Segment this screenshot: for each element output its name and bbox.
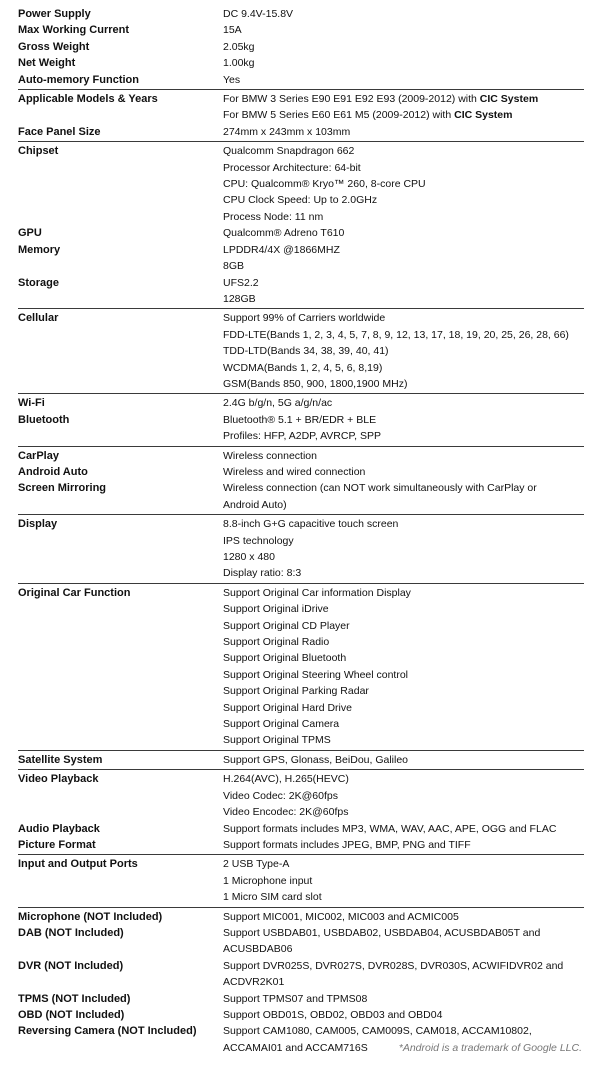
spec-values (223, 464, 584, 480)
spec-label: Max Working Current (18, 24, 130, 37)
spec-value: Wireless connection (can NOT work simultaneously with CarPlay or (223, 482, 537, 495)
spec-row-original-car-function (18, 585, 584, 749)
spec-value: 1 Micro SIM card slot (223, 891, 322, 904)
spec-label: Picture Format (18, 838, 96, 851)
spec-value: GSM(Bands 850, 900, 1800,1900 MHz) (223, 377, 408, 390)
spec-value: 2.05kg (223, 40, 255, 53)
spec-group (18, 771, 584, 855)
spec-group (18, 310, 584, 394)
spec-value-emphasis: CIC System (479, 93, 539, 106)
spec-group (18, 143, 584, 309)
spec-value: Wireless connection (223, 449, 317, 462)
spec-label: CarPlay (18, 449, 59, 462)
spec-row-audio-playback (18, 821, 584, 837)
spec-label: Microphone (NOT Included) (18, 910, 163, 923)
spec-label: GPU (18, 227, 42, 240)
spec-values (223, 91, 584, 124)
spec-values (223, 480, 584, 513)
spec-value: 1 Microphone input (223, 874, 313, 887)
spec-row-cellular (18, 310, 584, 392)
spec-label: DVR (NOT Included) (18, 959, 124, 972)
spec-row-memory (18, 242, 584, 275)
spec-value: LPDDR4/4X @1866MHZ (223, 243, 340, 256)
spec-value (223, 91, 584, 107)
spec-values (223, 856, 584, 905)
spec-group (18, 395, 584, 446)
spec-values (223, 124, 584, 140)
spec-values (223, 412, 584, 445)
spec-value: Process Node: 11 nm (223, 210, 324, 223)
spec-value: Support MIC001, MIC002, MIC003 and ACMIC005 (223, 910, 459, 923)
spec-row-microphone-not-included (18, 909, 584, 925)
spec-value: Support Original Car information Display (223, 586, 411, 599)
spec-value: DC 9.4V-15.8V (223, 8, 294, 20)
spec-group (18, 585, 584, 751)
spec-value: 2.4G b/g/n, 5G a/g/n/ac (223, 397, 333, 410)
spec-row-gross-weight (18, 39, 584, 55)
spec-values (223, 6, 584, 22)
spec-label: Wi-Fi (18, 397, 45, 410)
spec-row-power-supply (18, 6, 584, 22)
spec-value: Qualcomm Snapdragon 662 (223, 145, 355, 158)
spec-label: Video Playback (18, 773, 99, 786)
spec-value: Qualcomm® Adreno T610 (223, 227, 345, 240)
spec-value: 15A (223, 24, 242, 37)
spec-label: Chipset (18, 145, 59, 158)
spec-group (18, 909, 584, 1058)
spec-label: DAB (NOT Included) (18, 926, 124, 939)
spec-value: FDD-LTE(Bands 1, 2, 3, 4, 5, 7, 8, 9, 12, 13, 17, 18, 19, 20, 25, 26, 28, 66) (223, 328, 569, 341)
spec-value: 1.00kg (223, 57, 255, 70)
spec-value: Support Original iDrive (223, 603, 329, 616)
spec-values (223, 72, 584, 88)
spec-value: H.264(AVC), H.265(HEVC) (223, 773, 349, 786)
spec-group (18, 516, 584, 584)
spec-group (18, 91, 584, 142)
spec-label: Screen Mirroring (18, 482, 107, 495)
spec-value: CPU Clock Speed: Up to 2.0GHz (223, 194, 378, 207)
spec-row-display (18, 516, 584, 582)
spec-value: Support formats includes JPEG, BMP, PNG and TIFF (223, 838, 471, 851)
spec-value: 8.8-inch G+G capacitive touch screen (223, 518, 399, 531)
spec-value: Support Original Parking Radar (223, 685, 369, 698)
spec-value: Support formats includes MP3, WMA, WAV, AAC, APE, OGG and FLAC (223, 822, 557, 835)
spec-row-video-playback (18, 771, 584, 820)
spec-value: Support DVR025S, DVR027S, DVR028S, DVR030S, ACWIFIDVR02 and (223, 959, 564, 972)
spec-values (223, 821, 584, 837)
spec-label: Android Auto (18, 465, 88, 478)
spec-label: Bluetooth (18, 413, 70, 426)
spec-label: Power Supply (18, 8, 91, 20)
spec-group (18, 448, 584, 516)
spec-label: Applicable Models & Years (18, 93, 158, 106)
spec-value: Video Encodec: 2K@60fps (223, 806, 349, 819)
spec-label: Auto-memory Function (18, 73, 139, 86)
spec-value (223, 107, 584, 123)
spec-value: IPS technology (223, 534, 294, 547)
spec-value: 274mm x 243mm x 103mm (223, 125, 351, 138)
spec-value: CPU: Qualcomm® Kryo™ 260, 8-core CPU (223, 178, 426, 191)
spec-value: Yes (223, 73, 241, 86)
spec-value-text: For BMW 3 Series E90 E91 E92 E93 (2009-2012) with (223, 93, 480, 106)
spec-group (18, 6, 584, 90)
spec-value: Support Original Camera (223, 718, 340, 731)
spec-value-text: For BMW 5 Series E60 E61 M5 (2009-2012) with (223, 109, 455, 122)
spec-value: Support Original Steering Wheel control (223, 668, 409, 681)
spec-values (223, 958, 584, 991)
spec-label: Gross Weight (18, 40, 90, 53)
spec-values (223, 771, 584, 820)
spec-value: WCDMA(Bands 1, 2, 4, 5, 6, 8,19) (223, 361, 383, 374)
spec-value: UFS2.2 (223, 276, 259, 289)
spec-value: ACUSBDAB06 (223, 943, 293, 956)
spec-row-dvr-not-included (18, 958, 584, 991)
spec-value: Support GPS, Glonass, BeiDou, Galileo (223, 753, 409, 766)
spec-row-applicable-models-years (18, 91, 584, 124)
spec-row-tpms-not-included (18, 991, 584, 1007)
spec-row-bluetooth (18, 412, 584, 445)
spec-value: Support Original TPMS (223, 734, 331, 747)
spec-group (18, 856, 584, 907)
spec-label: Cellular (18, 312, 59, 325)
spec-value: Video Codec: 2K@60fps (223, 789, 338, 802)
spec-value: Bluetooth® 5.1 + BR/EDR + BLE (223, 413, 377, 426)
spec-label: Input and Output Ports (18, 858, 138, 871)
spec-row-android-auto (18, 464, 584, 480)
spec-value: Display ratio: 8:3 (223, 567, 302, 580)
spec-row-max-working-current (18, 22, 584, 38)
spec-value: Support Original CD Player (223, 619, 350, 632)
spec-value: 8GB (223, 260, 245, 273)
spec-row-wi-fi (18, 395, 584, 411)
spec-values (223, 310, 584, 392)
spec-row-storage (18, 275, 584, 308)
spec-value: 1280 x 480 (223, 551, 275, 563)
spec-label: OBD (NOT Included) (18, 1008, 125, 1021)
spec-row-net-weight (18, 55, 584, 71)
spec-values (223, 225, 584, 241)
spec-value: ACDVR2K01 (223, 976, 285, 989)
spec-value: ACCAMAI01 and ACCAM716S (223, 1041, 368, 1054)
spec-label: Audio Playback (18, 822, 100, 835)
spec-value: Support Original Radio (223, 636, 330, 649)
spec-value: Support CAM1080, CAM005, CAM009S, CAM018, ACCAM10802, (223, 1025, 532, 1038)
spec-values (223, 22, 584, 38)
spec-values (223, 55, 584, 71)
spec-value: Support Original Bluetooth (223, 652, 347, 665)
spec-row-dab-not-included (18, 925, 584, 958)
spec-row-obd-not-included (18, 1007, 584, 1023)
spec-values (223, 1007, 584, 1023)
spec-label: Original Car Function (18, 586, 131, 599)
spec-value: 128GB (223, 292, 256, 305)
spec-label: Memory (18, 243, 61, 256)
spec-value: Support 99% of Carriers worldwide (223, 312, 386, 325)
spec-value: Support USBDAB01, USBDAB02, USBDAB04, ACUSBDAB05T and (223, 926, 541, 939)
spec-values (223, 752, 584, 768)
spec-value-emphasis: CIC System (454, 109, 513, 122)
spec-values (223, 516, 584, 582)
spec-values (223, 448, 584, 464)
spec-label: Satellite System (18, 753, 103, 766)
spec-values (223, 395, 584, 411)
spec-row-carplay (18, 448, 584, 464)
spec-value: Wireless and wired connection (223, 465, 366, 478)
spec-values (223, 275, 584, 308)
spec-row-chipset (18, 143, 584, 225)
trademark-footnote: *Android is a trademark of Google LLC. (398, 1042, 582, 1054)
spec-values (223, 991, 584, 1007)
spec-row-picture-format (18, 837, 584, 853)
spec-values (223, 242, 584, 275)
spec-table (18, 6, 584, 1058)
spec-values (223, 143, 584, 225)
spec-row-auto-memory-function (18, 72, 584, 88)
spec-values (223, 925, 584, 958)
spec-row-satellite-system (18, 752, 584, 768)
spec-label: Storage (18, 276, 59, 289)
spec-value: Processor Architecture: 64-bit (223, 161, 361, 174)
spec-group (18, 752, 584, 770)
spec-value: TDD-LTD(Bands 34, 38, 39, 40, 41) (223, 345, 389, 358)
spec-label: Face Panel Size (18, 125, 101, 138)
spec-values (223, 909, 584, 925)
spec-label: Display (18, 518, 58, 531)
spec-values (223, 39, 584, 55)
spec-label: TPMS (NOT Included) (18, 992, 131, 1005)
spec-values (223, 837, 584, 853)
spec-value: 2 USB Type-A (223, 858, 290, 871)
spec-value: Android Auto) (223, 498, 287, 511)
spec-value: Support Original Hard Drive (223, 701, 352, 714)
spec-values (223, 585, 584, 749)
spec-row-input-and-output-ports (18, 856, 584, 905)
spec-label: Reversing Camera (NOT Included) (18, 1025, 197, 1038)
spec-value: Support OBD01S, OBD02, OBD03 and OBD04 (223, 1008, 443, 1021)
spec-label: Net Weight (18, 57, 76, 70)
spec-value: Profiles: HFP, A2DP, AVRCP, SPP (223, 430, 381, 443)
spec-row-screen-mirroring (18, 480, 584, 513)
spec-value: Support TPMS07 and TPMS08 (223, 992, 368, 1005)
spec-row-face-panel-size (18, 124, 584, 140)
spec-row-gpu (18, 225, 584, 241)
